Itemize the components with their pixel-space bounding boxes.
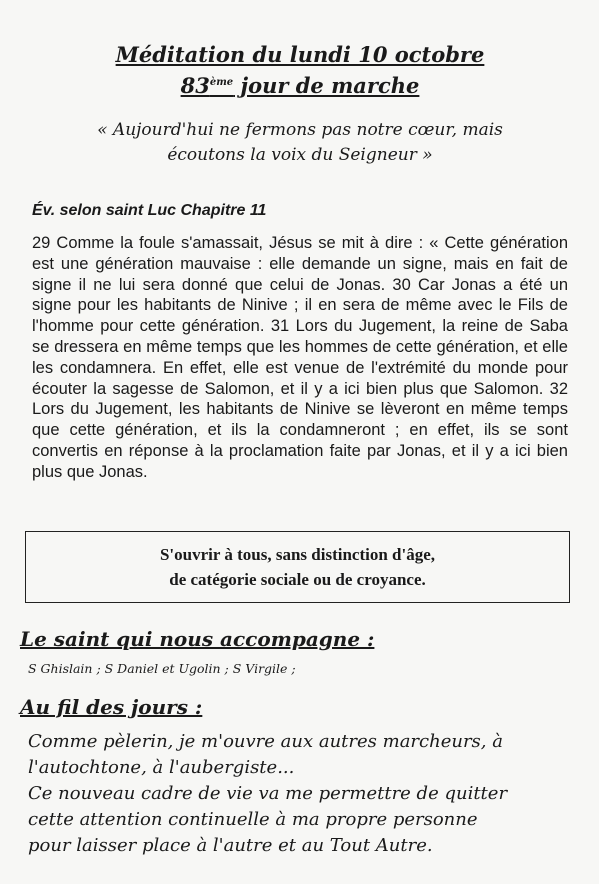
- day-label: jour de marche: [233, 73, 420, 98]
- days-line: pour laisser place à l'autre et au Tout Autre.: [28, 835, 433, 856]
- day-number: 83: [180, 73, 210, 98]
- days-line: Ce nouveau cadre de vie va me permettre de quitter: [28, 783, 508, 804]
- epigraph-quote: [40, 118, 560, 168]
- gospel-text: 29 Comme la foule s'amassait, Jésus se mit à dire : « Cette génération est une génération mauvaise : elle demande un signe, mais en fait de signe il ne lui sera donné que celui de Jonas. 30 Car Jonas a été un signe pour les habitants de Ninive ; il en sera de même avec le Fils de l'homme pour cette génération. 31 Lors du Jugement, la reine de Saba se dressera en même temps que les hommes de cette génération, et elle les condamnera. En effet, elle est venue de l'extrémité du monde pour écouter la sagesse de Salomon, et il y a ici bien plus que Salomon. 32 Lors du Jugement, les habitants de Ninive se lèveront en même temps que cette génération, et ils la condamneront ; en effet, ils se sont convertis en réponse à la proclamation faite par Jonas, et il y a ici bien plus que Jonas.: [32, 234, 568, 481]
- page-title: Méditation du lundi 10 octobre: [115, 42, 485, 67]
- days-text: [28, 729, 573, 859]
- theme-box: [25, 531, 570, 603]
- days-line: l'autochtone, à l'aubergiste...: [28, 757, 295, 778]
- saint-section-title: Le saint qui nous accompagne :: [20, 627, 375, 651]
- gospel-heading: Év. selon saint Luc Chapitre 11: [32, 202, 267, 219]
- days-line: Comme pèlerin, je m'ouvre aux autres marcheurs, à: [28, 731, 503, 752]
- day-number-suffix: ème: [209, 77, 234, 88]
- quote-line-1: « Aujourd'hui ne fermons pas notre cœur, mais: [97, 120, 503, 140]
- theme-line-2: de catégorie sociale ou de croyance.: [169, 570, 426, 589]
- days-section-title: Au fil des jours :: [20, 695, 203, 719]
- days-line: cette attention continuelle à ma propre personne: [28, 809, 478, 830]
- saints-list: S Ghislain ; S Daniel et Ugolin ; S Virgile ;: [28, 661, 296, 676]
- quote-line-2: écoutons la voix du Seigneur »: [167, 145, 433, 165]
- page-subtitle: [60, 70, 540, 99]
- theme-line-1: S'ouvrir à tous, sans distinction d'âge,: [159, 545, 436, 564]
